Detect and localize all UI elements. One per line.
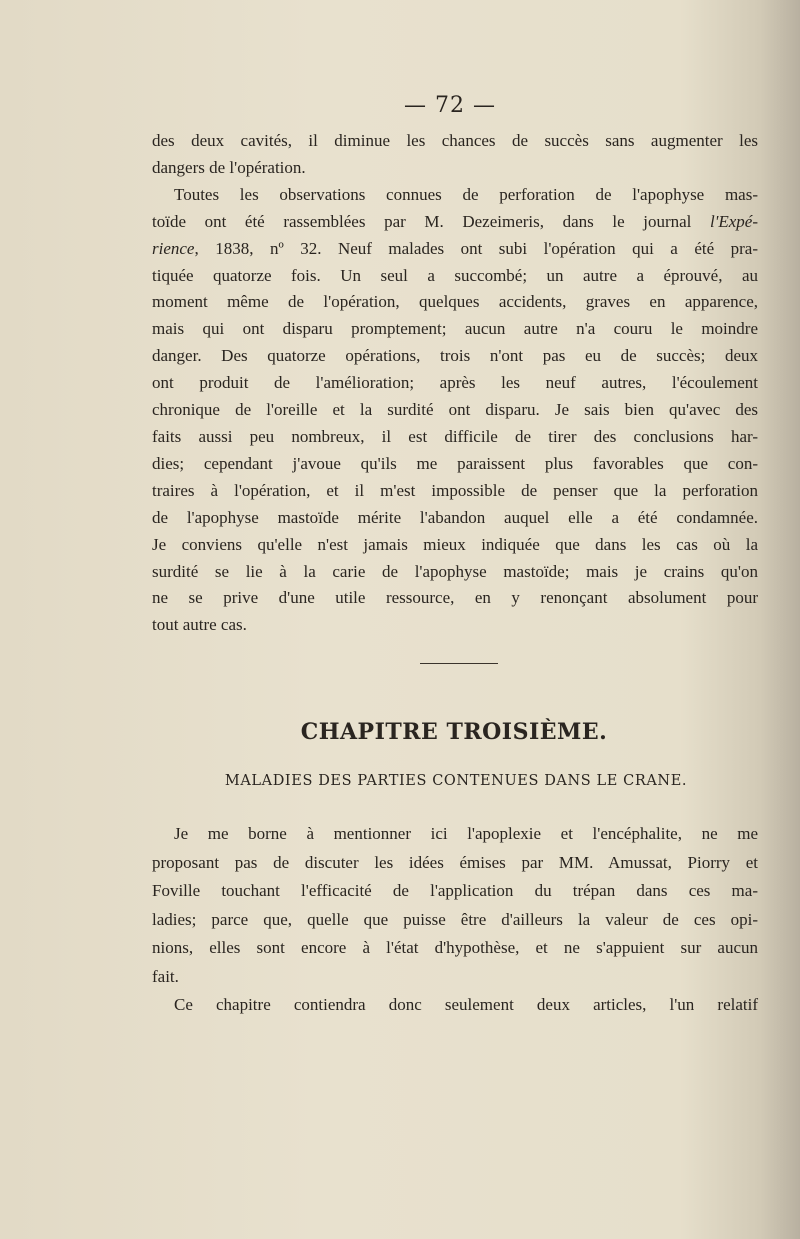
text-line: tout autre cas.: [152, 615, 247, 635]
journal-name-italic-continued: rience: [152, 238, 195, 258]
text-line: moment même de l'opération, quelques accidents, graves en apparence,: [152, 292, 758, 312]
text-line: ladies; parce que, quelle que puisse être d'ailleurs la valeur de ces opi-: [152, 909, 758, 929]
text-line: de l'apophyse mastoïde mérite l'abandon auquel elle a été condamnée.: [152, 507, 758, 527]
chapter-title: CHAPITRE TROISIÈME.: [300, 719, 608, 745]
text-line: chronique de l'oreille et la surdité ont disparu. Je sais bien qu'avec des: [152, 400, 758, 420]
text-line: faits aussi peu nombreux, il est difficile de tirer des conclusions har-: [152, 426, 758, 446]
section-divider: [420, 663, 498, 664]
text-line: tiquée quatorze fois. Un seul a succombé; un autre a éprouvé, au: [152, 265, 758, 285]
text-line: Je me borne à mentionner ici l'apoplexie et l'encéphalite, ne me: [174, 824, 758, 843]
text-line: mais qui ont disparu promptement; aucun autre n'a couru le moindre: [152, 319, 758, 339]
text-line: Foville touchant l'efficacité de l'application du trépan dans ces ma-: [152, 881, 758, 900]
text-line-with-italic: [152, 209, 758, 236]
journal-name-italic: l'Expé-: [710, 211, 758, 231]
text-line: surdité se lie à la carie de l'apophyse mastoïde; mais je crains qu'on: [152, 561, 758, 581]
text-line: dies; cependant j'avoue qu'ils me paraissent plus favorables que con-: [152, 453, 758, 473]
text-fragment: toïde ont été rassemblées par M. Dezeimeris, dans le journal: [152, 211, 710, 231]
text-line: ont produit de l'amélioration; après les neuf autres, l'écoulement: [152, 373, 758, 393]
section-2-text: [152, 820, 758, 1020]
text-line: [152, 236, 758, 263]
text-line: proposant pas de discuter les idées émises par MM. Amussat, Piorry et: [152, 852, 758, 872]
text-line: danger. Des quatorze opérations, trois n'ont pas eu de succès; deux: [152, 346, 758, 366]
text-line: Je conviens qu'elle n'est jamais mieux indiquée que dans les cas où la: [152, 534, 758, 554]
text-line: Ce chapitre contiendra donc seulement deux articles, l'un relatif: [174, 995, 758, 1014]
chapter-subtitle: MALADIES DES PARTIES CONTENUES DANS LE CRANE.: [224, 773, 688, 789]
text-line: dangers de l'opération.: [152, 157, 306, 177]
text-line: nions, elles sont encore à l'état d'hypothèse, et ne s'appuient sur aucun: [152, 938, 758, 957]
text-line: fait.: [152, 966, 179, 986]
text-line: Toutes les observations connues de perforation de l'apophyse mas-: [174, 184, 758, 204]
text-line: des deux cavités, il diminue les chances de succès sans augmenter les: [152, 131, 758, 150]
text-fragment: , 1838, nº 32. Neuf malades ont subi l'opération qui a été pra-: [194, 238, 758, 258]
text-line: traires à l'opération, et il m'est impossible de penser que la perforation: [152, 480, 758, 500]
page-number: — 72 —: [404, 93, 496, 118]
section-1-text: [152, 128, 758, 639]
text-line: ne se prive d'une utile ressource, en y renonçant absolument pour: [152, 588, 758, 608]
